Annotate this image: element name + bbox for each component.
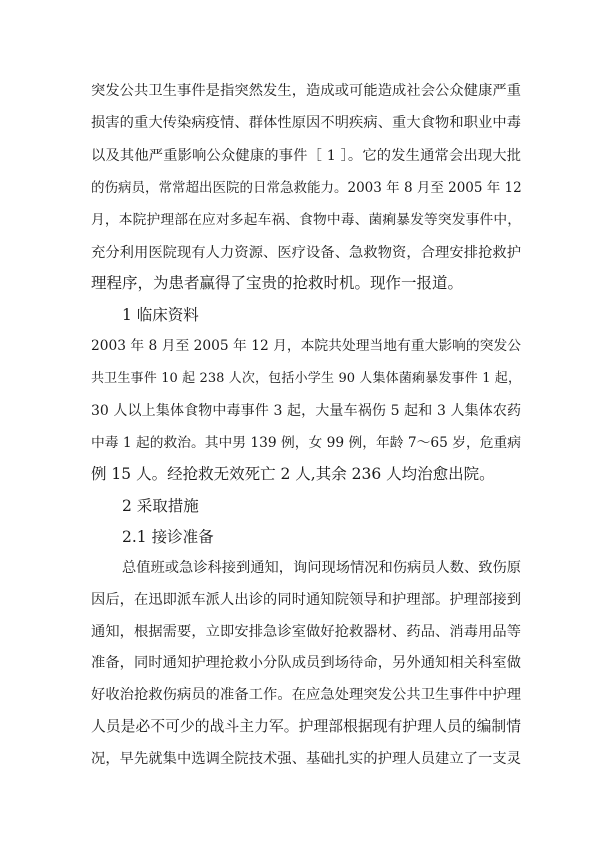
paragraph-line: 况，早先就集中选调全院技术强、基础扎实的护理人员建立了一支灵 <box>91 751 521 767</box>
section-heading-measures: 2 采取措施 <box>122 497 199 515</box>
paragraph-line: 的伤病员，常常超出医院的日常急救能力。2003 年 8 月至 2005 年 12 <box>91 180 522 196</box>
paragraph-line: 理程序，为患者赢得了宝贵的抢救时机。现作一报道。 <box>91 274 464 292</box>
paragraph-line: 2003 年 8 月至 2005 年 12 月，本院共处理当地有重大影响的突发公 <box>91 338 521 354</box>
paragraph-line: 共卫生事件 10 起 238 人次，包括小学生 90 人集体菌痢暴发事件 1 起， <box>91 371 521 386</box>
paragraph-line: 因后，在迅即派车派人出诊的同时通知院领导和护理部。护理部接到 <box>91 592 521 608</box>
section-heading-reception: 2.1 接诊准备 <box>122 528 214 546</box>
paragraph-line: 月，本院护理部在应对多起车祸、食物中毒、菌痢暴发等突发事件中， <box>91 212 521 228</box>
paragraph-line: 好收治抢救伤病员的准备工作。在应急处理突发公共卫生事件中护理 <box>91 687 521 703</box>
paragraph-line: 充分利用医院现有人力资源、医疗设备、急救物资，合理安排抢救护 <box>91 245 521 261</box>
paragraph-line: 例 15 人。经抢救无效死亡 2 人,其余 236 人均治愈出院。 <box>91 465 495 483</box>
paragraph-line: 中毒 1 起的救治。其中男 139 例，女 99 例，年龄 7～65 岁，危重病 <box>91 435 521 451</box>
section-heading-clinical-data: 1 临床资料 <box>122 306 199 324</box>
paragraph-line: 人员是必不可少的战斗主力军。护理部根据现有护理人员的编制情 <box>91 718 521 735</box>
paragraph-line: 30 人以上集体食物中毒事件 3 起，大量车祸伤 5 起和 3 人集体农药 <box>91 403 521 419</box>
paragraph-line: 总值班或急诊科接到通知，询问现场情况和伤病员人数、致伤原 <box>122 560 522 576</box>
paragraph-line: 通知，根据需要，立即安排急诊室做好抢救器材、药品、消毒用品等 <box>91 624 521 640</box>
paragraph-line: 准备，同时通知护理抢救小分队成员到场待命，另外通知相关科室做 <box>91 655 521 671</box>
paragraph-line: 损害的重大传染病疫情、群体性原因不明疾病、重大食物和职业中毒 <box>91 115 521 131</box>
paragraph-line: 以及其他严重影响公众健康的事件［ 1 ］。它的发生通常会出现大批 <box>91 148 521 164</box>
paragraph-line: 突发公共卫生事件是指突然发生，造成或可能造成社会公众健康严重 <box>91 83 521 99</box>
